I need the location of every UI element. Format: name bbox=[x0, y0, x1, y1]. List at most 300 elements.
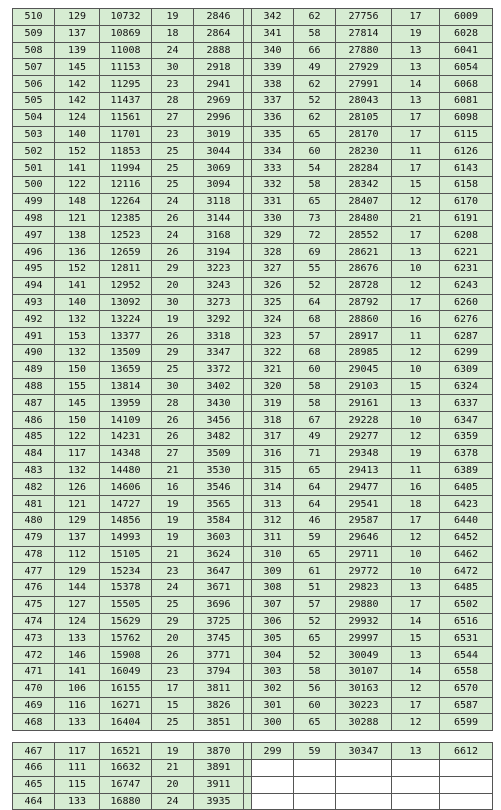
table-row bbox=[13, 126, 493, 143]
table-cell: 29772 bbox=[336, 563, 392, 580]
table-cell: 329 bbox=[252, 227, 294, 244]
column-gap bbox=[244, 743, 252, 760]
table-cell: 65 bbox=[294, 714, 336, 731]
table-cell: 13 bbox=[392, 580, 440, 597]
table-cell: 29277 bbox=[336, 428, 392, 445]
table-cell: 3624 bbox=[194, 546, 244, 563]
column-gap bbox=[244, 311, 252, 328]
column-gap bbox=[244, 512, 252, 529]
table-cell: 64 bbox=[294, 294, 336, 311]
table-cell: 477 bbox=[13, 563, 55, 580]
table-cell: 3811 bbox=[194, 680, 244, 697]
table-cell: 12385 bbox=[100, 210, 152, 227]
table-cell: 27814 bbox=[336, 25, 392, 42]
table-cell: 6115 bbox=[440, 126, 493, 143]
column-gap bbox=[244, 776, 252, 793]
table-cell: 29228 bbox=[336, 412, 392, 429]
table-cell bbox=[440, 793, 493, 810]
table-cell: 486 bbox=[13, 412, 55, 429]
table-cell: 6544 bbox=[440, 647, 493, 664]
table-row bbox=[13, 260, 493, 277]
table-cell: 3647 bbox=[194, 563, 244, 580]
table-cell: 19 bbox=[152, 496, 194, 513]
table-cell: 12116 bbox=[100, 176, 152, 193]
table-cell: 29103 bbox=[336, 378, 392, 395]
table-cell: 6054 bbox=[440, 59, 493, 76]
table-row bbox=[13, 760, 493, 777]
column-gap bbox=[244, 613, 252, 630]
table-cell: 24 bbox=[152, 193, 194, 210]
table-cell: 3771 bbox=[194, 647, 244, 664]
table-cell: 15 bbox=[392, 176, 440, 193]
table-cell: 11008 bbox=[100, 42, 152, 59]
table-row bbox=[13, 496, 493, 513]
column-gap bbox=[244, 59, 252, 76]
table-cell: 3584 bbox=[194, 512, 244, 529]
table-cell: 6485 bbox=[440, 580, 493, 597]
table-cell: 6452 bbox=[440, 529, 493, 546]
table-cell: 49 bbox=[294, 59, 336, 76]
table-cell: 29587 bbox=[336, 512, 392, 529]
table-cell: 11994 bbox=[100, 160, 152, 177]
table-cell: 6378 bbox=[440, 445, 493, 462]
table-cell: 10 bbox=[392, 412, 440, 429]
table-cell: 121 bbox=[55, 210, 100, 227]
table-cell: 11853 bbox=[100, 143, 152, 160]
column-gap bbox=[244, 76, 252, 93]
table-cell: 3194 bbox=[194, 244, 244, 261]
table-cell: 15 bbox=[392, 378, 440, 395]
table-cell: 16271 bbox=[100, 697, 152, 714]
table-cell: 3094 bbox=[194, 176, 244, 193]
table-cell: 13 bbox=[392, 395, 440, 412]
table-cell: 484 bbox=[13, 445, 55, 462]
column-gap bbox=[244, 697, 252, 714]
table-cell: 3870 bbox=[194, 743, 244, 760]
table-cell: 6191 bbox=[440, 210, 493, 227]
table-row bbox=[13, 546, 493, 563]
table-cell: 6516 bbox=[440, 613, 493, 630]
table-cell: 509 bbox=[13, 25, 55, 42]
table-cell: 6143 bbox=[440, 160, 493, 177]
table-cell: 12 bbox=[392, 277, 440, 294]
table-cell: 6405 bbox=[440, 479, 493, 496]
table-cell: 30347 bbox=[336, 743, 392, 760]
table-cell: 15762 bbox=[100, 630, 152, 647]
table-cell: 464 bbox=[13, 793, 55, 810]
table-cell: 466 bbox=[13, 760, 55, 777]
table-cell: 493 bbox=[13, 294, 55, 311]
table-cell: 19 bbox=[152, 9, 194, 26]
table-cell: 16 bbox=[392, 479, 440, 496]
table-cell: 30049 bbox=[336, 647, 392, 664]
table-cell: 465 bbox=[13, 776, 55, 793]
table-cell: 121 bbox=[55, 496, 100, 513]
table-cell bbox=[252, 776, 294, 793]
table-cell: 330 bbox=[252, 210, 294, 227]
table-cell: 6041 bbox=[440, 42, 493, 59]
table-cell: 11 bbox=[392, 328, 440, 345]
table-cell: 46 bbox=[294, 512, 336, 529]
table-cell: 6028 bbox=[440, 25, 493, 42]
table-cell bbox=[440, 760, 493, 777]
table-cell: 13 bbox=[392, 743, 440, 760]
table-row bbox=[13, 25, 493, 42]
table-cell: 14109 bbox=[100, 412, 152, 429]
table-cell: 471 bbox=[13, 664, 55, 681]
table-cell: 2941 bbox=[194, 76, 244, 93]
table-cell: 64 bbox=[294, 479, 336, 496]
table-cell: 473 bbox=[13, 630, 55, 647]
table-cell: 21 bbox=[152, 760, 194, 777]
table-cell: 15 bbox=[392, 630, 440, 647]
table-row bbox=[13, 160, 493, 177]
table-cell: 11561 bbox=[100, 109, 152, 126]
table-cell: 13509 bbox=[100, 344, 152, 361]
table-cell: 491 bbox=[13, 328, 55, 345]
table-cell: 497 bbox=[13, 227, 55, 244]
table-row bbox=[13, 344, 493, 361]
table-cell: 52 bbox=[294, 277, 336, 294]
table-cell: 16155 bbox=[100, 680, 152, 697]
table-cell: 145 bbox=[55, 395, 100, 412]
table-cell: 12264 bbox=[100, 193, 152, 210]
table-cell: 503 bbox=[13, 126, 55, 143]
table-cell bbox=[440, 776, 493, 793]
table-cell: 3935 bbox=[194, 793, 244, 810]
table-cell: 478 bbox=[13, 546, 55, 563]
table-row bbox=[13, 580, 493, 597]
table-cell: 28 bbox=[152, 395, 194, 412]
table-cell: 129 bbox=[55, 563, 100, 580]
table-cell: 13377 bbox=[100, 328, 152, 345]
table-cell: 146 bbox=[55, 647, 100, 664]
table-cell: 12 bbox=[392, 714, 440, 731]
column-gap bbox=[244, 361, 252, 378]
table-cell: 66 bbox=[294, 42, 336, 59]
table-cell: 3794 bbox=[194, 664, 244, 681]
table-row bbox=[13, 596, 493, 613]
table-cell: 321 bbox=[252, 361, 294, 378]
table-cell: 71 bbox=[294, 445, 336, 462]
table-cell: 502 bbox=[13, 143, 55, 160]
table-cell: 313 bbox=[252, 496, 294, 513]
table-cell: 10 bbox=[392, 260, 440, 277]
table-cell: 488 bbox=[13, 378, 55, 395]
table-row bbox=[13, 563, 493, 580]
table-cell: 27 bbox=[152, 445, 194, 462]
column-gap bbox=[244, 412, 252, 429]
table-cell: 25 bbox=[152, 714, 194, 731]
table-cell: 3372 bbox=[194, 361, 244, 378]
column-gap bbox=[244, 462, 252, 479]
table-cell: 59 bbox=[294, 743, 336, 760]
table-cell: 6158 bbox=[440, 176, 493, 193]
table-cell: 124 bbox=[55, 109, 100, 126]
table-cell: 6558 bbox=[440, 664, 493, 681]
column-gap bbox=[244, 9, 252, 26]
table-cell: 340 bbox=[252, 42, 294, 59]
table-cell: 117 bbox=[55, 445, 100, 462]
table-row bbox=[13, 59, 493, 76]
table-cell: 25 bbox=[152, 143, 194, 160]
table-cell: 25 bbox=[152, 160, 194, 177]
table-cell: 300 bbox=[252, 714, 294, 731]
table-cell: 141 bbox=[55, 277, 100, 294]
table-cell: 3745 bbox=[194, 630, 244, 647]
table-cell: 139 bbox=[55, 42, 100, 59]
table-cell: 6324 bbox=[440, 378, 493, 395]
table-cell: 28230 bbox=[336, 143, 392, 160]
table-cell: 15378 bbox=[100, 580, 152, 597]
table-cell: 15234 bbox=[100, 563, 152, 580]
column-gap bbox=[244, 160, 252, 177]
table-cell: 6599 bbox=[440, 714, 493, 731]
table-cell: 3725 bbox=[194, 613, 244, 630]
table-cell: 138 bbox=[55, 227, 100, 244]
table-cell: 14 bbox=[392, 76, 440, 93]
table-cell: 3546 bbox=[194, 479, 244, 496]
table-cell: 132 bbox=[55, 311, 100, 328]
table-cell: 13959 bbox=[100, 395, 152, 412]
table-cell: 29 bbox=[152, 344, 194, 361]
table-cell: 17 bbox=[392, 109, 440, 126]
column-gap bbox=[244, 344, 252, 361]
table-cell: 12 bbox=[392, 428, 440, 445]
column-gap bbox=[244, 793, 252, 810]
table-cell: 468 bbox=[13, 714, 55, 731]
table-row bbox=[13, 462, 493, 479]
table-cell: 333 bbox=[252, 160, 294, 177]
table-cell: 56 bbox=[294, 680, 336, 697]
table-cell: 499 bbox=[13, 193, 55, 210]
table-cell: 129 bbox=[55, 9, 100, 26]
table-cell: 16 bbox=[152, 479, 194, 496]
table-row bbox=[13, 445, 493, 462]
table-row bbox=[13, 227, 493, 244]
table-cell: 304 bbox=[252, 647, 294, 664]
table-row bbox=[13, 479, 493, 496]
table-cell: 28480 bbox=[336, 210, 392, 227]
table-cell: 62 bbox=[294, 9, 336, 26]
table-cell: 137 bbox=[55, 25, 100, 42]
table-cell: 318 bbox=[252, 412, 294, 429]
table-cell: 3430 bbox=[194, 395, 244, 412]
table-cell: 467 bbox=[13, 743, 55, 760]
table-cell: 60 bbox=[294, 143, 336, 160]
table-cell: 26 bbox=[152, 210, 194, 227]
table-cell: 6231 bbox=[440, 260, 493, 277]
table-cell: 55 bbox=[294, 260, 336, 277]
table-cell: 3347 bbox=[194, 344, 244, 361]
table-cell: 68 bbox=[294, 344, 336, 361]
table-cell: 52 bbox=[294, 647, 336, 664]
table-cell: 28860 bbox=[336, 311, 392, 328]
table-cell: 14348 bbox=[100, 445, 152, 462]
column-gap bbox=[244, 227, 252, 244]
table-cell: 3402 bbox=[194, 378, 244, 395]
table-cell: 3530 bbox=[194, 462, 244, 479]
table-cell: 29 bbox=[152, 260, 194, 277]
table-cell: 3509 bbox=[194, 445, 244, 462]
column-gap bbox=[244, 193, 252, 210]
table-cell: 341 bbox=[252, 25, 294, 42]
table-cell: 3456 bbox=[194, 412, 244, 429]
table-cell: 16880 bbox=[100, 793, 152, 810]
table-cell: 3069 bbox=[194, 160, 244, 177]
table-cell: 16747 bbox=[100, 776, 152, 793]
table-cell: 30163 bbox=[336, 680, 392, 697]
table-cell: 3671 bbox=[194, 580, 244, 597]
table-cell: 14231 bbox=[100, 428, 152, 445]
table-cell: 472 bbox=[13, 647, 55, 664]
table-cell: 319 bbox=[252, 395, 294, 412]
table-cell: 23 bbox=[152, 76, 194, 93]
column-gap bbox=[244, 647, 252, 664]
table-cell: 14993 bbox=[100, 529, 152, 546]
table-cell: 11701 bbox=[100, 126, 152, 143]
column-gap bbox=[244, 496, 252, 513]
table-cell: 67 bbox=[294, 412, 336, 429]
table-cell: 6208 bbox=[440, 227, 493, 244]
table-cell: 320 bbox=[252, 378, 294, 395]
table-cell: 150 bbox=[55, 361, 100, 378]
table-cell: 65 bbox=[294, 126, 336, 143]
table-cell: 26 bbox=[152, 428, 194, 445]
table-row bbox=[13, 630, 493, 647]
table-cell: 336 bbox=[252, 109, 294, 126]
table-cell: 311 bbox=[252, 529, 294, 546]
table-cell: 11 bbox=[392, 143, 440, 160]
table-row bbox=[13, 529, 493, 546]
table-cell: 27 bbox=[152, 109, 194, 126]
column-gap bbox=[244, 126, 252, 143]
table-cell: 15505 bbox=[100, 596, 152, 613]
table-cell: 64 bbox=[294, 496, 336, 513]
table-cell: 6287 bbox=[440, 328, 493, 345]
table-cell: 13 bbox=[392, 92, 440, 109]
table-cell: 126 bbox=[55, 479, 100, 496]
table-cell: 28985 bbox=[336, 344, 392, 361]
table-cell: 308 bbox=[252, 580, 294, 597]
table-cell bbox=[392, 776, 440, 793]
table-cell: 19 bbox=[152, 512, 194, 529]
table-cell bbox=[252, 760, 294, 777]
table-cell: 19 bbox=[152, 529, 194, 546]
table-row bbox=[13, 743, 493, 760]
table-cell: 62 bbox=[294, 76, 336, 93]
table-cell: 337 bbox=[252, 92, 294, 109]
table-cell: 112 bbox=[55, 546, 100, 563]
table-cell: 305 bbox=[252, 630, 294, 647]
table-row bbox=[13, 697, 493, 714]
table-cell: 494 bbox=[13, 277, 55, 294]
table-cell: 52 bbox=[294, 613, 336, 630]
table-cell: 309 bbox=[252, 563, 294, 580]
table-cell: 29711 bbox=[336, 546, 392, 563]
table-row bbox=[13, 42, 493, 59]
table-row bbox=[13, 412, 493, 429]
table-cell: 314 bbox=[252, 479, 294, 496]
table-cell: 115 bbox=[55, 776, 100, 793]
table-cell: 6389 bbox=[440, 462, 493, 479]
table-cell: 6098 bbox=[440, 109, 493, 126]
table-cell: 496 bbox=[13, 244, 55, 261]
table-cell: 490 bbox=[13, 344, 55, 361]
table-cell bbox=[392, 793, 440, 810]
table-cell: 28043 bbox=[336, 92, 392, 109]
table-cell: 28284 bbox=[336, 160, 392, 177]
column-gap bbox=[244, 260, 252, 277]
table-cell: 2918 bbox=[194, 59, 244, 76]
table-cell: 23 bbox=[152, 126, 194, 143]
table-cell: 30 bbox=[152, 59, 194, 76]
table-cell: 140 bbox=[55, 126, 100, 143]
table-row bbox=[13, 9, 493, 26]
table-cell: 13 bbox=[392, 59, 440, 76]
table-row bbox=[13, 395, 493, 412]
table-cell: 6472 bbox=[440, 563, 493, 580]
table-row bbox=[13, 143, 493, 160]
table-row bbox=[13, 277, 493, 294]
table-cell: 11153 bbox=[100, 59, 152, 76]
table-cell: 73 bbox=[294, 210, 336, 227]
table-cell: 65 bbox=[294, 193, 336, 210]
table-cell: 2846 bbox=[194, 9, 244, 26]
table-cell: 510 bbox=[13, 9, 55, 26]
table-cell: 24 bbox=[152, 580, 194, 597]
table-cell: 17 bbox=[392, 512, 440, 529]
table-cell: 20 bbox=[152, 776, 194, 793]
table-cell bbox=[336, 760, 392, 777]
table-cell: 334 bbox=[252, 143, 294, 160]
table-cell: 316 bbox=[252, 445, 294, 462]
table-cell: 303 bbox=[252, 664, 294, 681]
score-table-upper bbox=[12, 8, 493, 731]
table-cell: 19 bbox=[152, 743, 194, 760]
table-cell: 6126 bbox=[440, 143, 493, 160]
column-gap bbox=[244, 680, 252, 697]
table-cell: 326 bbox=[252, 277, 294, 294]
table-cell: 495 bbox=[13, 260, 55, 277]
table-cell: 15105 bbox=[100, 546, 152, 563]
table-cell: 3144 bbox=[194, 210, 244, 227]
table-row bbox=[13, 776, 493, 793]
table-cell: 327 bbox=[252, 260, 294, 277]
table-cell: 10732 bbox=[100, 9, 152, 26]
table-cell: 29646 bbox=[336, 529, 392, 546]
table-row bbox=[13, 92, 493, 109]
table-row bbox=[13, 714, 493, 731]
column-gap bbox=[244, 596, 252, 613]
table-cell: 144 bbox=[55, 580, 100, 597]
column-gap bbox=[244, 546, 252, 563]
table-cell: 12659 bbox=[100, 244, 152, 261]
column-gap bbox=[244, 109, 252, 126]
column-gap bbox=[244, 92, 252, 109]
table-cell: 6260 bbox=[440, 294, 493, 311]
table-cell: 6170 bbox=[440, 193, 493, 210]
table-cell: 325 bbox=[252, 294, 294, 311]
table-cell: 57 bbox=[294, 328, 336, 345]
table-row bbox=[13, 512, 493, 529]
table-cell: 13224 bbox=[100, 311, 152, 328]
table-cell: 127 bbox=[55, 596, 100, 613]
table-cell: 27929 bbox=[336, 59, 392, 76]
table-cell: 3044 bbox=[194, 143, 244, 160]
column-gap bbox=[244, 277, 252, 294]
table-cell: 3273 bbox=[194, 294, 244, 311]
